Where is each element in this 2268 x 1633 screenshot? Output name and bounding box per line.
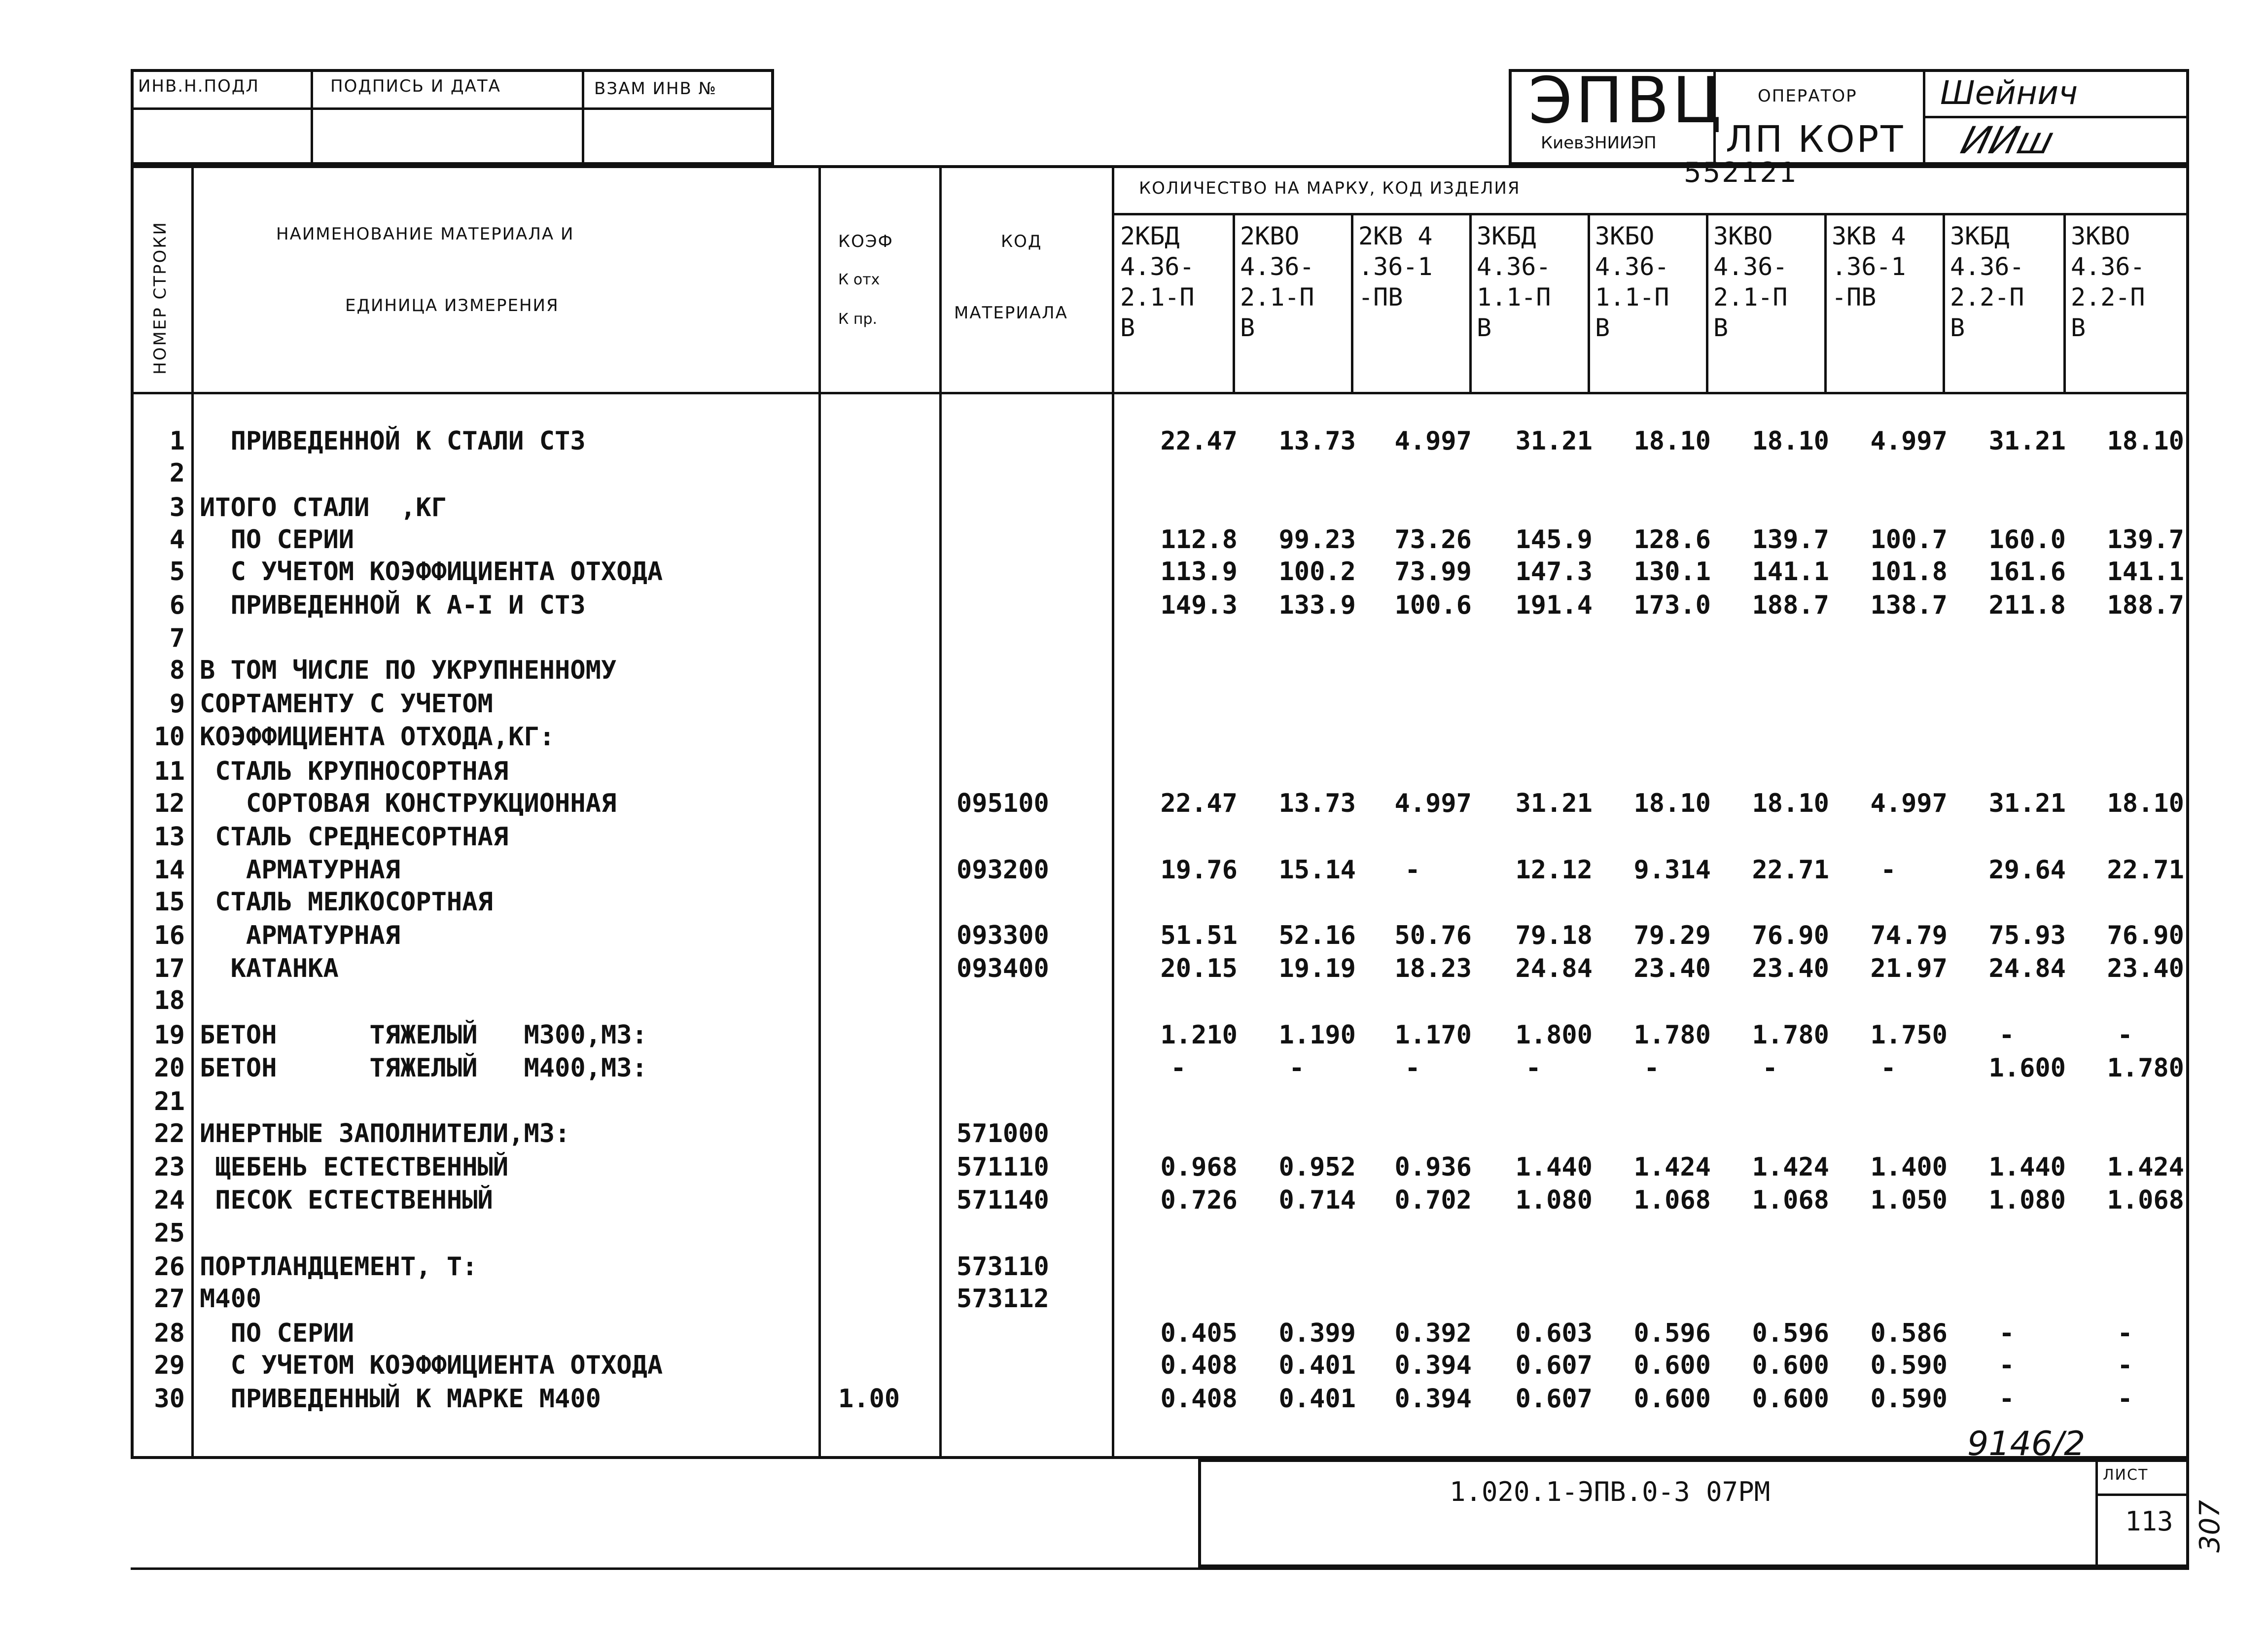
row-number: 18 bbox=[154, 986, 185, 1015]
quantity-cell: 18.23 bbox=[1394, 954, 1472, 983]
quantity-cell: 76.90 bbox=[2107, 921, 2184, 950]
quantity-cell: 0.600 bbox=[1633, 1384, 1711, 1414]
quantity-cell: 21.97 bbox=[1870, 954, 1948, 983]
quantity-cell: - bbox=[2117, 1351, 2133, 1380]
quantity-cell: 0.726 bbox=[1160, 1185, 1238, 1215]
quantity-cell: 128.6 bbox=[1633, 525, 1711, 555]
handwritten-number: 9146/2 bbox=[1967, 1425, 2086, 1463]
quantity-cell: 29.64 bbox=[1988, 855, 2066, 885]
quantity-cell: - bbox=[1525, 1053, 1541, 1083]
product-column-header: 3КБД 4.36- 2.2-П В bbox=[1950, 222, 2024, 342]
material-name: СОРТОВАЯ КОНСТРУКЦИОННАЯ bbox=[200, 789, 617, 818]
quantity-cell: 1.050 bbox=[1870, 1185, 1948, 1215]
material-code-header: МАТЕРИАЛА bbox=[954, 303, 1068, 323]
quantity-cell: 12.12 bbox=[1515, 855, 1593, 885]
quantity-cell: - bbox=[1999, 1384, 2015, 1414]
quantity-cell: 0.952 bbox=[1278, 1152, 1356, 1182]
stamp-divider bbox=[311, 69, 313, 165]
material-name: В ТОМ ЧИСЛЕ ПО УКРУПНЕННОМУ bbox=[200, 656, 617, 685]
row-number: 8 bbox=[169, 656, 185, 685]
product-col-divider bbox=[1824, 213, 1827, 392]
material-code: 573112 bbox=[957, 1284, 1049, 1314]
material-code: 093300 bbox=[957, 921, 1049, 950]
quantity-cell: 4.997 bbox=[1394, 789, 1472, 818]
stamp-divider bbox=[582, 69, 584, 165]
material-name-header: НАИМЕНОВАНИЕ МАТЕРИАЛА И bbox=[276, 224, 574, 244]
quantity-cell: 1.068 bbox=[2107, 1185, 2184, 1215]
quantity-cell: - bbox=[2117, 1020, 2133, 1050]
product-col-divider bbox=[1588, 213, 1590, 392]
quantity-cell: 0.590 bbox=[1870, 1384, 1948, 1414]
quantity-cell: 99.23 bbox=[1278, 525, 1356, 555]
quantity-cell: 31.21 bbox=[1988, 789, 2066, 818]
product-column-header: 3КВО 4.36- 2.1-П В bbox=[1713, 222, 1788, 342]
quantity-cell: 1.600 bbox=[1988, 1053, 2066, 1083]
quantity-cell: 188.7 bbox=[1752, 591, 1829, 620]
org-logo: ЭПВЦ bbox=[1528, 64, 1724, 138]
coef-reduced-header: К пр. bbox=[838, 311, 878, 328]
quantity-cell: 52.16 bbox=[1278, 921, 1356, 950]
row-number: 13 bbox=[154, 822, 185, 852]
quantity-cell: 1.190 bbox=[1278, 1020, 1356, 1050]
org-subtitle: КиевЗНИИЭП bbox=[1541, 133, 1657, 153]
operator-label: ОПЕРАТОР bbox=[1758, 86, 1857, 106]
col-divider bbox=[1112, 165, 1114, 1459]
quantity-cell: 149.3 bbox=[1160, 591, 1238, 620]
quantity-cell: 141.1 bbox=[1752, 557, 1829, 587]
product-column-header: 3КВ 4 .36-1 -ПВ bbox=[1832, 222, 1906, 312]
row-number: 29 bbox=[154, 1351, 185, 1380]
product-col-divider bbox=[2063, 213, 2066, 392]
row-number: 26 bbox=[154, 1252, 185, 1282]
quantity-cell: 0.392 bbox=[1394, 1319, 1472, 1348]
material-code: 093200 bbox=[957, 855, 1049, 885]
quantity-cell: 0.394 bbox=[1394, 1384, 1472, 1414]
quantity-cell: 31.21 bbox=[1515, 789, 1593, 818]
coefficient: 1.00 bbox=[838, 1384, 900, 1414]
material-name: ИТОГО СТАЛИ ,КГ bbox=[200, 493, 447, 522]
row-number: 17 bbox=[154, 954, 185, 983]
row-number: 2 bbox=[169, 458, 185, 488]
product-column-header: 3КВО 4.36- 2.2-П В bbox=[2071, 222, 2145, 342]
quantity-cell: - bbox=[2117, 1319, 2133, 1348]
quantity-cell: 0.600 bbox=[1752, 1351, 1829, 1380]
row-number: 4 bbox=[169, 525, 185, 555]
material-name: АРМАТУРНАЯ bbox=[200, 855, 400, 885]
quantity-cell: 0.702 bbox=[1394, 1185, 1472, 1215]
coef-header: КОЭФ bbox=[838, 232, 893, 251]
quantity-cell: 0.399 bbox=[1278, 1319, 1356, 1348]
quantity-cell: - bbox=[1999, 1351, 2015, 1380]
material-name: ПОРТЛАНДЦЕМЕНТ, Т: bbox=[200, 1252, 478, 1282]
material-name: СТАЛЬ СРЕДНЕСОРТНАЯ bbox=[200, 822, 509, 852]
quantity-cell: - bbox=[1880, 855, 1896, 885]
quantity-cell: 0.607 bbox=[1515, 1384, 1593, 1414]
material-code: 573110 bbox=[957, 1252, 1049, 1282]
quantity-cell: 22.71 bbox=[2107, 855, 2184, 885]
col-divider bbox=[818, 165, 821, 1459]
quantity-cell: 1.210 bbox=[1160, 1020, 1238, 1050]
quantity-cell: 18.10 bbox=[1752, 789, 1829, 818]
material-name: ПО СЕРИИ bbox=[200, 525, 354, 555]
quantity-cell: 76.90 bbox=[1752, 921, 1829, 950]
quantity-cell: 1.080 bbox=[1515, 1185, 1593, 1215]
quantity-cell: 13.73 bbox=[1278, 426, 1356, 456]
row-number: 5 bbox=[169, 557, 185, 587]
vzam-label: ВЗАМ ИНВ № bbox=[594, 79, 717, 99]
material-name: ПО СЕРИИ bbox=[200, 1319, 354, 1348]
row-number: 24 bbox=[154, 1185, 185, 1215]
product-column-header: 2КВ 4 .36-1 -ПВ bbox=[1358, 222, 1433, 312]
material-name: С УЧЕТОМ КОЭФФИЦИЕНТА ОТХОДА bbox=[200, 557, 663, 587]
inv-label: ИНВ.Н.ПОДЛ bbox=[138, 76, 259, 96]
material-name: СТАЛЬ КРУПНОСОРТНАЯ bbox=[200, 757, 509, 786]
material-name: СТАЛЬ МЕЛКОСОРТНАЯ bbox=[200, 887, 493, 917]
material-name: ПЕСОК ЕСТЕСТВЕННЫЙ bbox=[200, 1185, 493, 1215]
coef-waste-header: К отх bbox=[838, 271, 880, 288]
quantity-cell: 19.19 bbox=[1278, 954, 1356, 983]
quantity-cell: 4.997 bbox=[1870, 426, 1948, 456]
quantity-cell: - bbox=[1644, 1053, 1660, 1083]
material-name: ПРИВЕДЕННЫЙ К МАРКЕ М400 bbox=[200, 1384, 601, 1414]
row-number: 11 bbox=[154, 757, 185, 786]
title-block bbox=[1198, 1459, 2189, 1567]
quantity-cell: 73.99 bbox=[1394, 557, 1472, 587]
quantity-cell: 1.424 bbox=[2107, 1152, 2184, 1182]
quantity-cell: 18.10 bbox=[1633, 789, 1711, 818]
row-number: 19 bbox=[154, 1020, 185, 1050]
row-number: 23 bbox=[154, 1152, 185, 1182]
quantity-cell: 112.8 bbox=[1160, 525, 1238, 555]
quantity-cell: 0.596 bbox=[1633, 1319, 1711, 1348]
title-block-divider bbox=[2095, 1494, 2189, 1496]
product-column-header: 3КБД 4.36- 1.1-П В bbox=[1477, 222, 1551, 342]
quantity-cell: 0.394 bbox=[1394, 1351, 1472, 1380]
product-col-divider bbox=[1943, 213, 1945, 392]
margin-number: 307 bbox=[2194, 1500, 2226, 1553]
row-number: 30 bbox=[154, 1384, 185, 1414]
quantity-cell: 9.314 bbox=[1633, 855, 1711, 885]
quantity-cell: - bbox=[1405, 1053, 1420, 1083]
material-name: КАТАНКА bbox=[200, 954, 339, 983]
quantity-cell: 1.400 bbox=[1870, 1152, 1948, 1182]
material-name: ПРИВЕДЕННОЙ К СТАЛИ СТ3 bbox=[200, 426, 586, 456]
row-number: 3 bbox=[169, 493, 185, 522]
quantity-cell: 1.068 bbox=[1633, 1185, 1711, 1215]
footer-line bbox=[131, 1567, 2189, 1570]
quantity-cell: 133.9 bbox=[1278, 591, 1356, 620]
row-number: 15 bbox=[154, 887, 185, 917]
quantity-cell: - bbox=[1762, 1053, 1778, 1083]
row-number: 25 bbox=[154, 1218, 185, 1248]
quantity-cell: 18.10 bbox=[1633, 426, 1711, 456]
quantity-cell: 100.6 bbox=[1394, 591, 1472, 620]
quantity-cell: 160.0 bbox=[1988, 525, 2066, 555]
quantity-cell: - bbox=[1880, 1053, 1896, 1083]
row-number: 6 bbox=[169, 591, 185, 620]
material-name: ПРИВЕДЕННОЙ К А-I И СТ3 bbox=[200, 591, 586, 620]
document-code: 1.020.1-ЭПВ.0-3 07РМ bbox=[1450, 1476, 1771, 1507]
quantity-cell: 173.0 bbox=[1633, 591, 1711, 620]
qty-header: КОЛИЧЕСТВО НА МАРКУ, КОД ИЗДЕЛИЯ bbox=[1139, 178, 1521, 198]
row-number: 12 bbox=[154, 789, 185, 818]
row-number: 21 bbox=[154, 1087, 185, 1116]
material-name: М400 bbox=[200, 1284, 262, 1314]
quantity-cell: - bbox=[1289, 1053, 1305, 1083]
quantity-cell: 141.1 bbox=[2107, 557, 2184, 587]
quantity-cell: 1.068 bbox=[1752, 1185, 1829, 1215]
quantity-cell: 161.6 bbox=[1988, 557, 2066, 587]
quantity-cell: 100.7 bbox=[1870, 525, 1948, 555]
product-col-divider bbox=[1233, 213, 1235, 392]
quantity-cell: 24.84 bbox=[1515, 954, 1593, 983]
row-number: 9 bbox=[169, 689, 185, 719]
col-divider bbox=[191, 165, 194, 1459]
quantity-cell: 0.600 bbox=[1752, 1384, 1829, 1414]
quantity-cell: 0.600 bbox=[1633, 1351, 1711, 1380]
quantity-cell: 0.401 bbox=[1278, 1384, 1356, 1414]
quantity-cell: 0.408 bbox=[1160, 1351, 1238, 1380]
quantity-cell: 1.780 bbox=[2107, 1053, 2184, 1083]
quantity-cell: 13.73 bbox=[1278, 789, 1356, 818]
quantity-cell: 75.93 bbox=[1988, 921, 2066, 950]
quantity-cell: - bbox=[1999, 1319, 2015, 1348]
quantity-cell: 100.2 bbox=[1278, 557, 1356, 587]
quantity-cell: 79.29 bbox=[1633, 921, 1711, 950]
quantity-cell: 145.9 bbox=[1515, 525, 1593, 555]
quantity-cell: 22.71 bbox=[1752, 855, 1829, 885]
operator-value: ЛП КОРТ bbox=[1726, 118, 1905, 161]
material-name: БЕТОН ТЯЖЕЛЫЙ М300,М3: bbox=[200, 1020, 647, 1050]
quantity-cell: - bbox=[1405, 855, 1420, 885]
quantity-cell: 0.405 bbox=[1160, 1319, 1238, 1348]
material-name: СОРТАМЕНТУ С УЧЕТОМ bbox=[200, 689, 493, 719]
row-number: 16 bbox=[154, 921, 185, 950]
quantity-cell: 101.8 bbox=[1870, 557, 1948, 587]
quantity-cell: 23.40 bbox=[1633, 954, 1711, 983]
material-code: 571140 bbox=[957, 1185, 1049, 1215]
material-code: 571110 bbox=[957, 1152, 1049, 1182]
quantity-cell: 1.440 bbox=[1515, 1152, 1593, 1182]
sheet-label: ЛИСТ bbox=[2103, 1466, 2149, 1484]
quantity-cell: 138.7 bbox=[1870, 591, 1948, 620]
quantity-cell: 0.714 bbox=[1278, 1185, 1356, 1215]
row-number: 22 bbox=[154, 1119, 185, 1148]
material-code: 571000 bbox=[957, 1119, 1049, 1148]
quantity-cell: 147.3 bbox=[1515, 557, 1593, 587]
title-block-divider bbox=[2095, 1459, 2098, 1567]
quantity-cell: 0.968 bbox=[1160, 1152, 1238, 1182]
quantity-cell: 0.596 bbox=[1752, 1319, 1829, 1348]
product-col-divider bbox=[1351, 213, 1353, 392]
row-number: 1 bbox=[169, 426, 185, 456]
product-col-divider bbox=[1469, 213, 1472, 392]
row-number: 14 bbox=[154, 855, 185, 885]
quantity-cell: 0.607 bbox=[1515, 1351, 1593, 1380]
quantity-cell: 1.750 bbox=[1870, 1020, 1948, 1050]
material-name: БЕТОН ТЯЖЕЛЫЙ М400,М3: bbox=[200, 1053, 647, 1083]
quantity-cell: 1.780 bbox=[1752, 1020, 1829, 1050]
quantity-cell: 22.47 bbox=[1160, 789, 1238, 818]
quantity-cell: - bbox=[1999, 1020, 2015, 1050]
quantity-cell: 18.10 bbox=[2107, 426, 2184, 456]
quantity-cell: 0.408 bbox=[1160, 1384, 1238, 1414]
product-column-header: 2КБД 4.36- 2.1-П В bbox=[1120, 222, 1195, 342]
product-col-divider bbox=[1706, 213, 1708, 392]
qty-header-divider bbox=[1112, 213, 2189, 215]
quantity-cell: 0.590 bbox=[1870, 1351, 1948, 1380]
quantity-cell: 1.780 bbox=[1633, 1020, 1711, 1050]
quantity-cell: 4.997 bbox=[1394, 426, 1472, 456]
row-number: 20 bbox=[154, 1053, 185, 1083]
quantity-cell: 19.76 bbox=[1160, 855, 1238, 885]
material-code: 095100 bbox=[957, 789, 1049, 818]
quantity-cell: - bbox=[2117, 1384, 2133, 1414]
quantity-cell: 139.7 bbox=[1752, 525, 1829, 555]
material-name: ИНЕРТНЫЕ ЗАПОЛНИТЕЛИ,М3: bbox=[200, 1119, 570, 1148]
row-number: 27 bbox=[154, 1284, 185, 1314]
row-number: 10 bbox=[154, 722, 185, 752]
quantity-cell: 211.8 bbox=[1988, 591, 2066, 620]
header-divider bbox=[131, 392, 2189, 394]
quantity-cell: 73.26 bbox=[1394, 525, 1472, 555]
quantity-cell: 50.76 bbox=[1394, 921, 1472, 950]
quantity-cell: 0.603 bbox=[1515, 1319, 1593, 1348]
quantity-cell: 15.14 bbox=[1278, 855, 1356, 885]
quantity-cell: 18.10 bbox=[2107, 789, 2184, 818]
quantity-cell: 188.7 bbox=[2107, 591, 2184, 620]
sheet-number: 113 bbox=[2125, 1506, 2173, 1537]
quantity-cell: 139.7 bbox=[2107, 525, 2184, 555]
quantity-cell: 51.51 bbox=[1160, 921, 1238, 950]
product-code: 552121 bbox=[1684, 157, 1798, 189]
quantity-cell: 1.170 bbox=[1394, 1020, 1472, 1050]
code-header: КОД bbox=[1001, 232, 1042, 251]
quantity-cell: 1.424 bbox=[1633, 1152, 1711, 1182]
quantity-cell: 191.4 bbox=[1515, 591, 1593, 620]
quantity-cell: 1.440 bbox=[1988, 1152, 2066, 1182]
quantity-cell: 1.424 bbox=[1752, 1152, 1829, 1182]
quantity-cell: 23.40 bbox=[1752, 954, 1829, 983]
quantity-cell: 31.21 bbox=[1515, 426, 1593, 456]
quantity-cell: 31.21 bbox=[1988, 426, 2066, 456]
quantity-cell: 20.15 bbox=[1160, 954, 1238, 983]
material-unit-header: ЕДИНИЦА ИЗМЕРЕНИЯ bbox=[345, 296, 559, 315]
material-name: КОЭФФИЦИЕНТА ОТХОДА,КГ: bbox=[200, 722, 555, 752]
quantity-cell: 18.10 bbox=[1752, 426, 1829, 456]
material-code: 093400 bbox=[957, 954, 1049, 983]
product-column-header: 2КВО 4.36- 2.1-П В bbox=[1240, 222, 1314, 342]
quantity-cell: 113.9 bbox=[1160, 557, 1238, 587]
sign-date-label: ПОДПИСЬ И ДАТА bbox=[330, 76, 501, 96]
quantity-cell: 23.40 bbox=[2107, 954, 2184, 983]
rownum-header: НОМЕР СТРОКИ bbox=[150, 221, 170, 375]
quantity-cell: - bbox=[1170, 1053, 1186, 1083]
quantity-cell: 0.936 bbox=[1394, 1152, 1472, 1182]
material-name: АРМАТУРНАЯ bbox=[200, 921, 400, 950]
product-column-header: 3КБО 4.36- 1.1-П В bbox=[1595, 222, 1669, 342]
quantity-cell: 1.080 bbox=[1988, 1185, 2066, 1215]
material-name: ЩЕБЕНЬ ЕСТЕСТВЕННЫЙ bbox=[200, 1152, 509, 1182]
quantity-cell: 22.47 bbox=[1160, 426, 1238, 456]
quantity-cell: 0.586 bbox=[1870, 1319, 1948, 1348]
quantity-cell: 1.800 bbox=[1515, 1020, 1593, 1050]
row-number: 7 bbox=[169, 624, 185, 653]
quantity-cell: 0.401 bbox=[1278, 1351, 1356, 1380]
operator-name: Шейнич bbox=[1940, 74, 2078, 112]
col-divider bbox=[939, 165, 942, 1459]
material-name: С УЧЕТОМ КОЭФФИЦИЕНТА ОТХОДА bbox=[200, 1351, 663, 1380]
quantity-cell: 74.79 bbox=[1870, 921, 1948, 950]
row-number: 28 bbox=[154, 1319, 185, 1348]
operator-signature: ИИш bbox=[1956, 118, 2059, 162]
quantity-cell: 4.997 bbox=[1870, 789, 1948, 818]
quantity-cell: 130.1 bbox=[1633, 557, 1711, 587]
stamp-divider bbox=[131, 107, 774, 110]
quantity-cell: 24.84 bbox=[1988, 954, 2066, 983]
quantity-cell: 79.18 bbox=[1515, 921, 1593, 950]
